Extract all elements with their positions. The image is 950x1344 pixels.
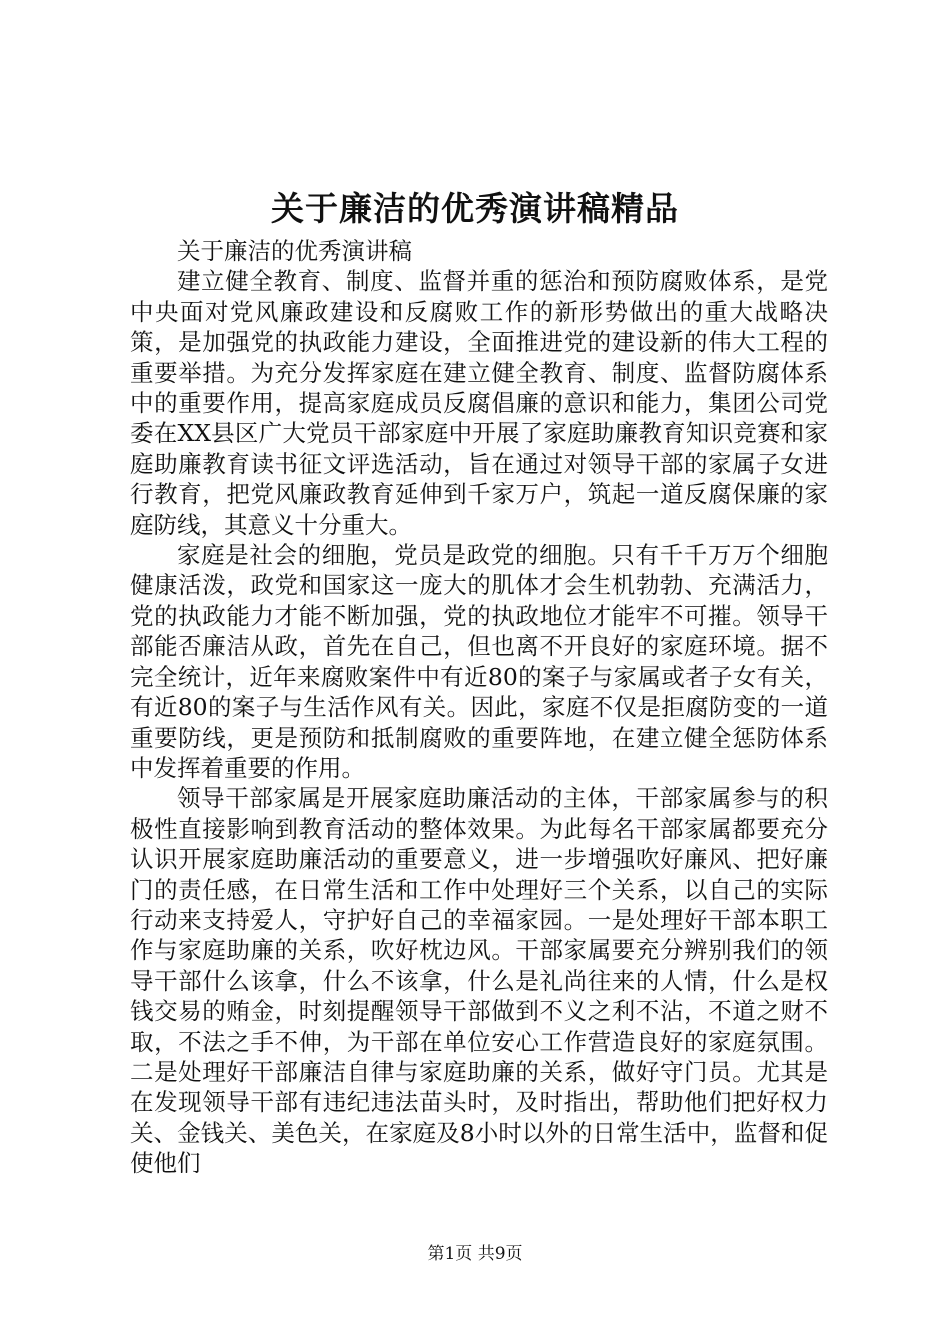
- document-title: 关于廉洁的优秀演讲稿精品: [271, 189, 679, 228]
- document-body: [130, 236, 828, 1179]
- body-paragraph: 家庭是社会的细胞，党员是政党的细胞。只有千千万万个细胞健康活泼，政党和国家这一庞大的肌体才会生机勃勃、充满活力，党的执政能力才能不断加强，党的执政地位才能牢不可摧。领导干部能否廉洁从政，首先在自己，但也离不开良好的家庭环境。据不完全统计，近年来腐败案件中有近80的案子与家属或者子女有关，有近80的案子与生活作风有关。因此，家庭不仅是拒腐防变的一道重要防线，更是预防和抵制腐败的重要阵地，在建立健全惩防体系中发挥着重要的作用。: [130, 541, 828, 782]
- body-paragraph: 领导干部家属是开展家庭助廉活动的主体，干部家属参与的积极性直接影响到教育活动的整体效果。为此每名干部家属都要充分认识开展家庭助廉活动的重要意义，进一步增强吹好廉风、把好廉门的责任感，在日常生活和工作中处理好三个关系，以自己的实际行动来支持爱人，守护好自己的幸福家园。一是处理好干部本职工作与家庭助廉的关系，吹好枕边风。干部家属要充分辨别我们的领导干部什么该拿，什么不该拿，什么是礼尚往来的人情，什么是权钱交易的贿金，时刻提醒领导干部做到不义之利不沾，不道之财不取，不法之手不伸，为干部在单位安心工作营造良好的家庭氛围。二是处理好干部廉洁自律与家庭助廉的关系，做好守门员。尤其是在发现领导干部有违纪违法苗头时，及时指出，帮助他们把好权力关、金钱关、美色关，在家庭及8小时以外的日常生活中，监督和促使他们: [130, 784, 828, 1178]
- body-paragraph-subtitle: 关于廉洁的优秀演讲稿: [177, 237, 412, 265]
- body-paragraph: 建立健全教育、制度、监督并重的惩治和预防腐败体系，是党中央面对党风廉政建设和反腐败工作的新形势做出的重大战略决策，是加强党的执政能力建设，全面推进党的建设新的伟大工程的重要举措。为充分发挥家庭在建立健全教育、制度、监督防腐体系中的重要作用，提高家庭成员反腐倡廉的意识和能力，集团公司党委在XX县区广大党员干部家庭中开展了家庭助廉教育知识竞赛和家庭助廉教育读书征文评选活动，旨在通过对领导干部的家属子女进行教育，把党风廉政教育延伸到千家万户，筑起一道反腐保廉的家庭防线，其意义十分重大。: [130, 267, 828, 539]
- page-number-footer: 第1页 共9页: [427, 1244, 523, 1264]
